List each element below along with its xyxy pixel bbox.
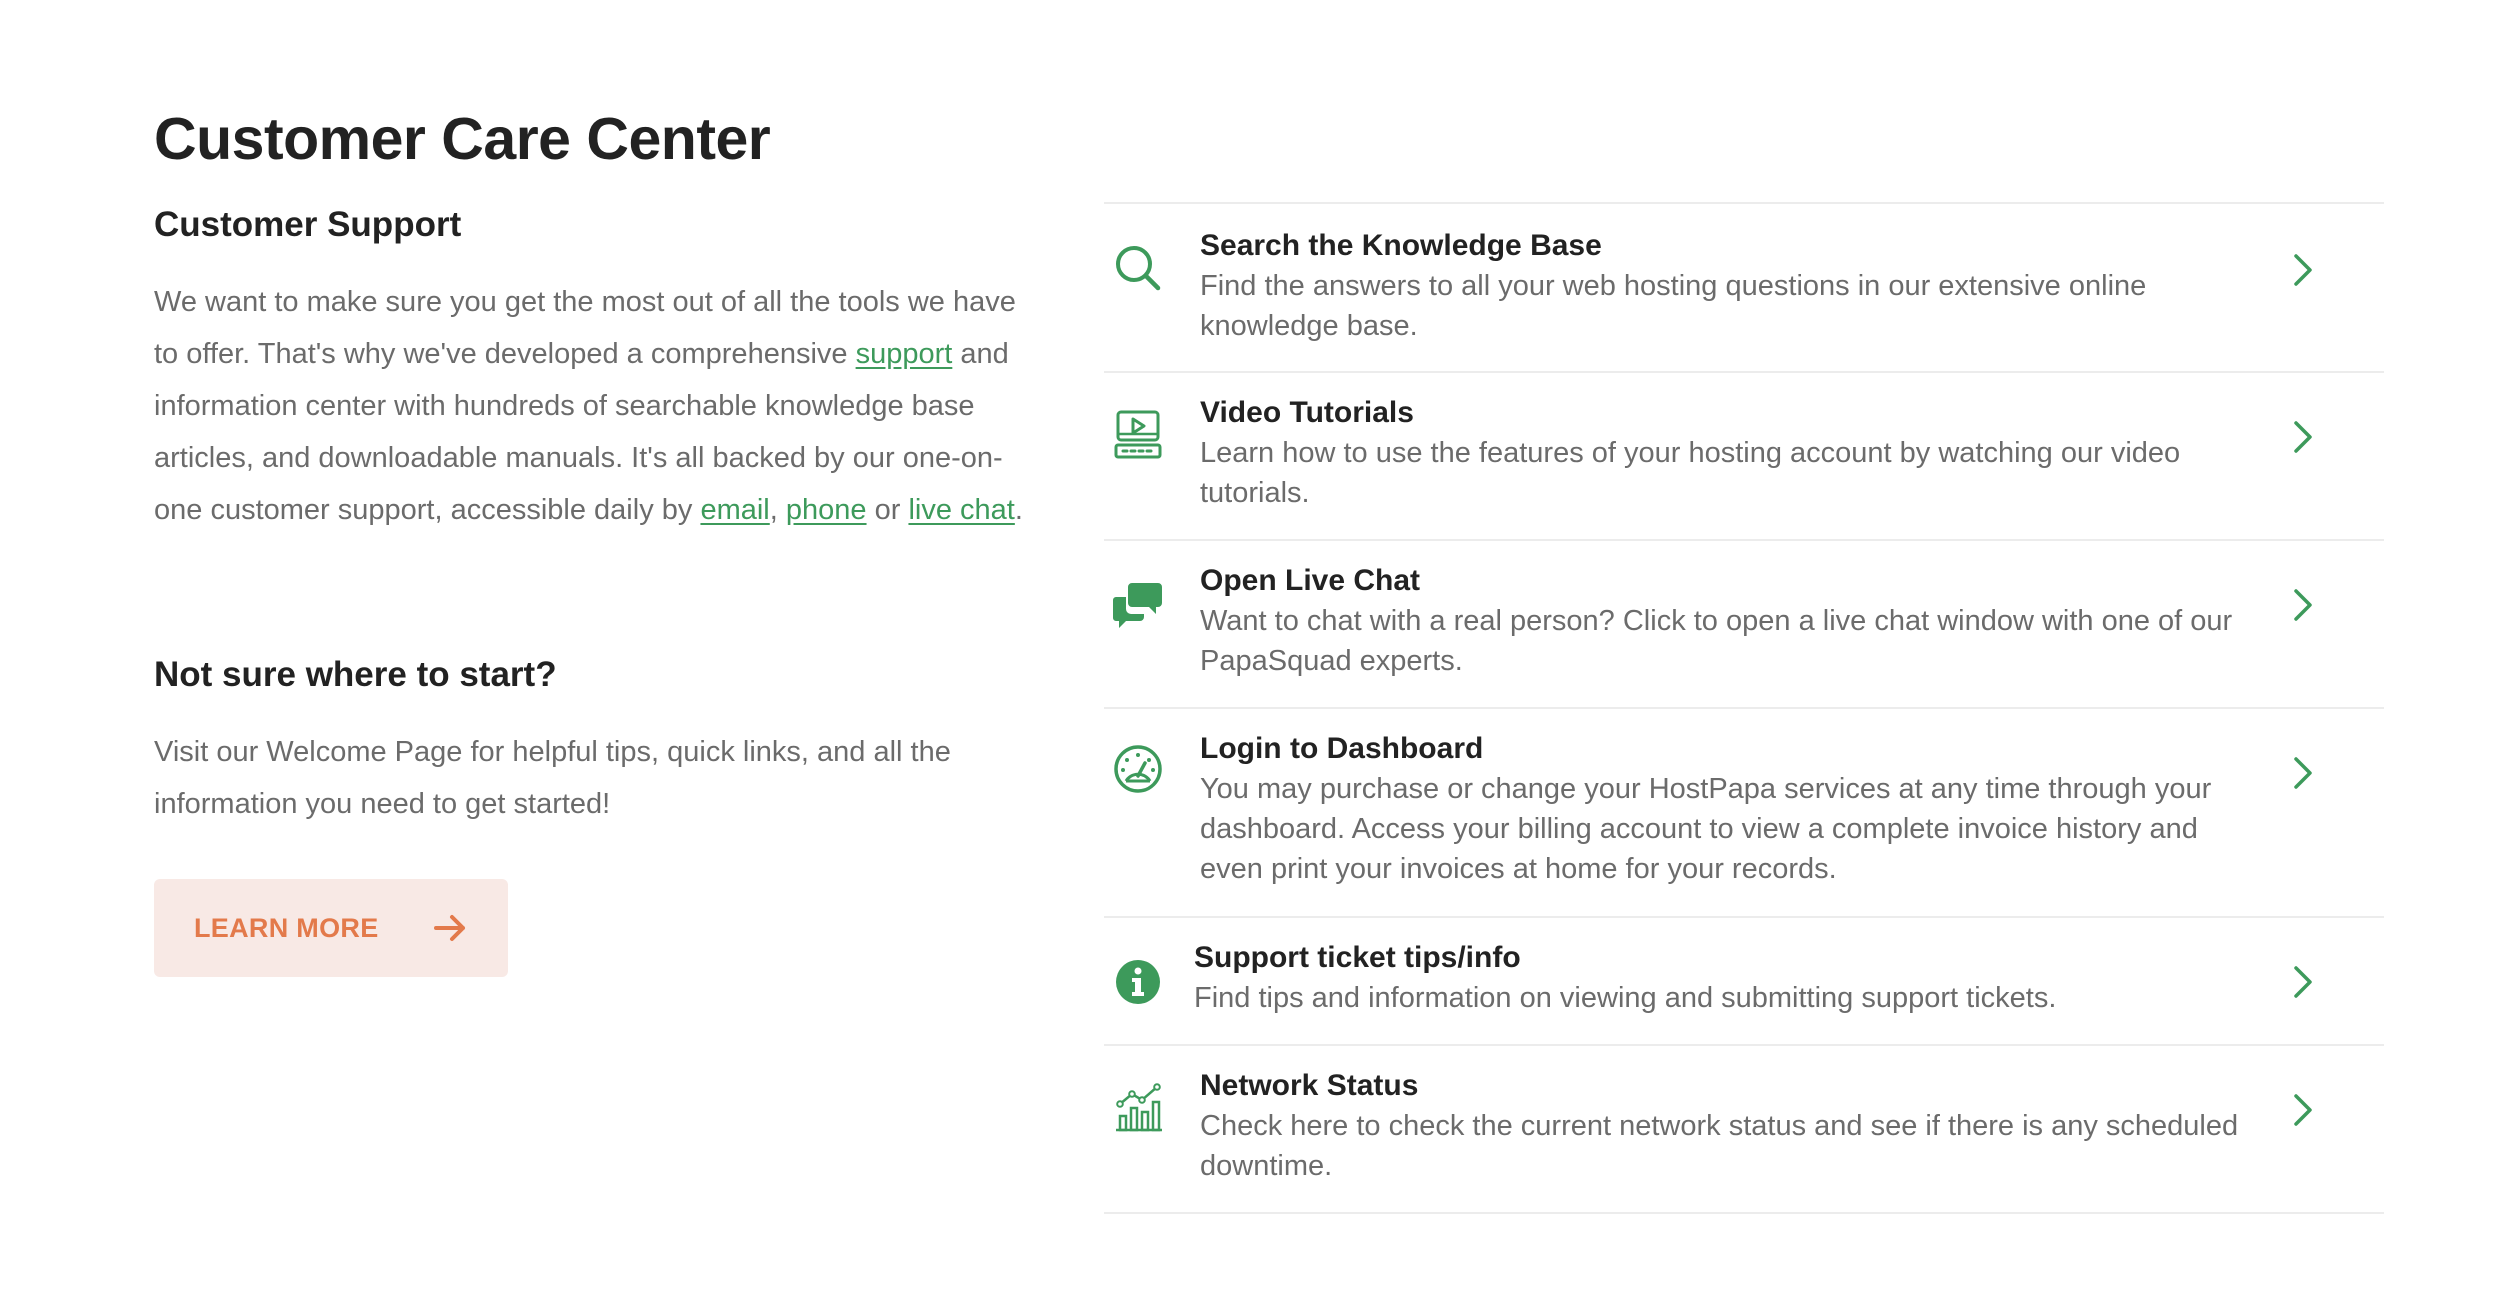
knowledge-base-item[interactable]	[1104, 204, 2384, 373]
dashboard-desc: You may purchase or change your HostPapa services at any time through your dashboard. Access your billing account to view a complete invoice history and even print your invoices at home for your records.	[1200, 773, 2212, 885]
welcome-paragraph: Visit our Welcome Page for helpful tips, quick links, and all the information you need to get started!	[154, 736, 951, 820]
video-tutorial-icon	[1112, 409, 1164, 461]
support-text-5: .	[1014, 494, 1023, 526]
arrow-right-icon	[432, 910, 468, 946]
support-text-4: or	[866, 494, 909, 526]
support-ticket-item[interactable]	[1104, 918, 2384, 1046]
phone-link[interactable]: phone	[785, 494, 867, 526]
video-tutorials-title: Video Tutorials	[1200, 396, 1414, 429]
support-link[interactable]: support	[855, 338, 953, 370]
chevron-right-icon	[2292, 964, 2314, 1000]
chevron-right-icon	[2292, 1092, 2314, 1128]
network-status-title: Network Status	[1200, 1069, 1419, 1102]
dashboard-text	[1200, 729, 2260, 889]
help-options-list	[1104, 202, 2384, 1214]
knowledge-base-desc: Find the answers to all your web hosting questions in our extensive online knowledge base.	[1200, 270, 2147, 342]
video-tutorials-text	[1200, 393, 2260, 513]
chevron-right-icon	[2292, 587, 2314, 623]
network-status-item[interactable]	[1104, 1046, 2384, 1214]
live-chat-desc: Want to chat with a real person? Click to open a live chat window with one of our PapaSquad experts.	[1200, 605, 2233, 677]
page	[154, 100, 2384, 1250]
customer-support-paragraph	[154, 276, 1034, 536]
chevron-right-icon	[2292, 252, 2314, 288]
support-ticket-text	[1194, 938, 2254, 1018]
learn-more-button[interactable]	[154, 879, 508, 977]
search-icon	[1112, 242, 1164, 294]
network-status-text	[1200, 1066, 2260, 1186]
dashboard-title: Login to Dashboard	[1200, 732, 1484, 765]
info-icon	[1112, 956, 1164, 1008]
left-column	[154, 100, 1034, 943]
support-text-2: and information center with hundreds of searchable knowledge base articles, and downloadable manuals. It's all backed by our one-on-one customer support, accessible daily by	[154, 338, 1009, 526]
learn-more-label: LEARN MORE	[194, 912, 379, 943]
knowledge-base-text	[1200, 226, 2260, 346]
network-chart-icon	[1112, 1082, 1164, 1134]
live-chat-link[interactable]: live chat	[908, 494, 1015, 526]
chevron-right-icon	[2292, 419, 2314, 455]
page-title: Customer Care Center	[154, 106, 771, 172]
video-tutorials-desc: Learn how to use the features of your hosting account by watching our video tutorials.	[1200, 437, 2181, 509]
help-options	[1104, 202, 2384, 1214]
dashboard-gauge-icon	[1112, 743, 1164, 795]
live-chat-text	[1200, 561, 2260, 681]
email-link[interactable]: email	[700, 494, 770, 526]
not-sure-heading: Not sure where to start?	[154, 655, 557, 694]
support-ticket-title: Support ticket tips/info	[1194, 941, 1521, 974]
live-chat-title: Open Live Chat	[1200, 564, 1421, 597]
chat-bubbles-icon	[1112, 579, 1164, 631]
dashboard-item[interactable]	[1104, 709, 2384, 918]
live-chat-item[interactable]	[1104, 541, 2384, 709]
support-ticket-desc: Find tips and information on viewing and submitting support tickets.	[1194, 982, 2057, 1014]
network-status-desc: Check here to check the current network status and see if there is any scheduled downtime.	[1200, 1110, 2239, 1182]
support-text-1: We want to make sure you get the most out of all the tools we have to offer. That's why we've developed a comprehensive	[154, 286, 1016, 370]
support-text-3: ,	[769, 494, 786, 526]
video-tutorials-item[interactable]	[1104, 373, 2384, 541]
knowledge-base-title: Search the Knowledge Base	[1200, 229, 1602, 262]
chevron-right-icon	[2292, 755, 2314, 791]
customer-support-heading: Customer Support	[154, 205, 462, 244]
